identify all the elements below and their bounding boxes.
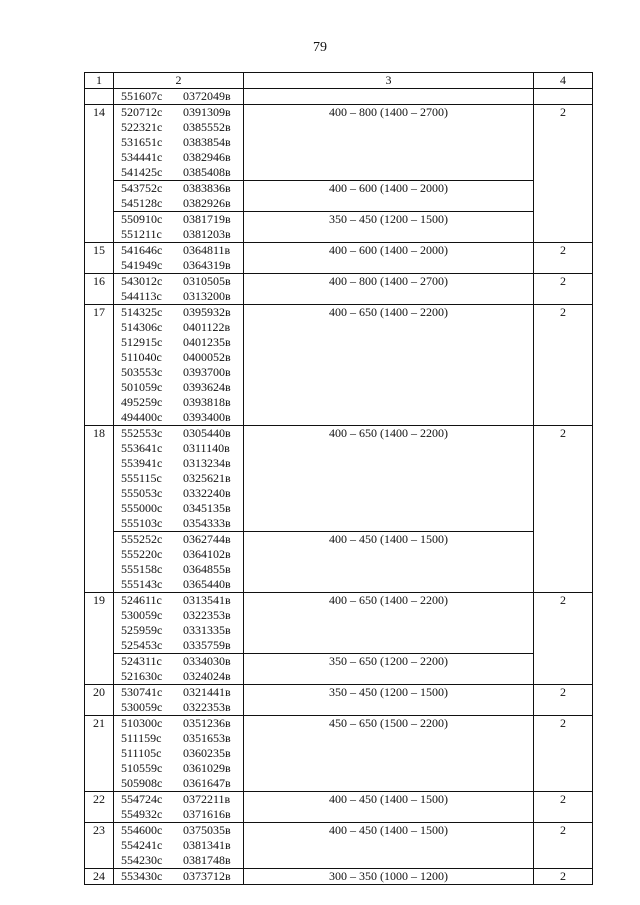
row-number-cell: 20 [85, 685, 114, 716]
table-row [85, 716, 593, 792]
coordinate-line [121, 516, 243, 531]
coordinates-cell [114, 426, 244, 532]
latitude-value: 510300с [121, 716, 163, 730]
coordinate-line [121, 441, 243, 456]
coordinates-cell [114, 274, 244, 305]
latitude-value: 530741с [121, 685, 163, 699]
latitude-value: 530059с [121, 700, 163, 714]
longitude-value: 0351236в [183, 716, 231, 730]
longitude-value: 0400052в [183, 350, 231, 364]
latitude-value: 543752с [121, 181, 163, 195]
coordinate-line [121, 350, 243, 365]
latitude-value: 510559с [121, 761, 163, 775]
row-number-cell: 23 [85, 823, 114, 869]
coordinate-line [121, 89, 243, 104]
table-row [85, 105, 593, 181]
coordinates-cell [114, 181, 244, 212]
longitude-value: 0321441в [183, 685, 231, 699]
latitude-value: 543012с [121, 274, 163, 288]
coordinate-line [121, 335, 243, 350]
latitude-value: 554724с [121, 792, 163, 806]
longitude-value: 0310505в [183, 274, 231, 288]
coordinate-line [121, 486, 243, 501]
altitude-range-cell: 400 – 650 (1400 – 2200) [244, 305, 534, 426]
coordinates-cell [114, 792, 244, 823]
latitude-value: 551211с [121, 227, 162, 241]
category-cell: 2 [534, 716, 593, 792]
coordinate-line [121, 227, 243, 242]
longitude-value: 0322353в [183, 608, 231, 622]
row-number-cell: 15 [85, 243, 114, 274]
coordinate-line [121, 608, 243, 623]
longitude-value: 0393700в [183, 365, 231, 379]
coordinate-line [121, 823, 243, 838]
altitude-range-cell: 400 – 800 (1400 – 2700) [244, 105, 534, 181]
longitude-value: 0324024в [183, 669, 231, 683]
latitude-value: 521630с [121, 669, 163, 683]
category-cell: 2 [534, 593, 593, 685]
coordinates-cell [114, 532, 244, 593]
latitude-value: 524611с [121, 593, 162, 607]
table-row [85, 823, 593, 869]
latitude-value: 553941с [121, 456, 163, 470]
latitude-value: 554241с [121, 838, 163, 852]
row-number-cell [85, 89, 114, 105]
latitude-value: 555053с [121, 486, 163, 500]
latitude-value: 552553с [121, 426, 163, 440]
coordinate-line [121, 181, 243, 196]
longitude-value: 0401235в [183, 335, 231, 349]
category-cell: 2 [534, 869, 593, 885]
coordinate-line [121, 243, 243, 258]
altitude-range-cell: 450 – 650 (1500 – 2200) [244, 716, 534, 792]
coordinates-cell [114, 654, 244, 685]
longitude-value: 0385408в [183, 165, 231, 179]
coordinates-cell [114, 305, 244, 426]
altitude-range-cell: 400 – 800 (1400 – 2700) [244, 274, 534, 305]
altitude-range-cell: 400 – 450 (1400 – 1500) [244, 532, 534, 593]
longitude-value: 0351653в [183, 731, 231, 745]
longitude-value: 0372049в [183, 89, 231, 103]
longitude-value: 0385552в [183, 120, 231, 134]
latitude-value: 525959с [121, 623, 163, 637]
latitude-value: 494400с [121, 410, 163, 424]
latitude-value: 555158с [121, 562, 163, 576]
coordinates-cell [114, 105, 244, 181]
row-number-cell: 17 [85, 305, 114, 426]
longitude-value: 0383836в [183, 181, 231, 195]
latitude-value: 501059с [121, 380, 163, 394]
coordinate-line [121, 212, 243, 227]
coordinate-line [121, 196, 243, 211]
coordinate-line [121, 838, 243, 853]
latitude-value: 530059с [121, 608, 163, 622]
altitude-range-cell [244, 89, 534, 105]
longitude-value: 0375035в [183, 823, 231, 837]
coordinate-line [121, 577, 243, 592]
row-number-cell: 18 [85, 426, 114, 593]
coordinates-cell [114, 716, 244, 792]
coordinate-line [121, 716, 243, 731]
latitude-value: 541646с [121, 243, 163, 257]
longitude-value: 0383854в [183, 135, 231, 149]
coordinates-table [84, 72, 593, 885]
coordinate-line [121, 365, 243, 380]
row-number-cell: 14 [85, 105, 114, 243]
latitude-value: 541425с [121, 165, 163, 179]
coordinate-line [121, 426, 243, 441]
longitude-value: 0381748в [183, 853, 231, 867]
longitude-value: 0373712в [183, 869, 231, 883]
table-row [85, 792, 593, 823]
longitude-value: 0345135в [183, 501, 231, 515]
table-row [85, 654, 593, 685]
longitude-value: 0322353в [183, 700, 231, 714]
longitude-value: 0401122в [183, 320, 231, 334]
coordinate-line [121, 685, 243, 700]
latitude-value: 531651с [121, 135, 163, 149]
longitude-value: 0313234в [183, 456, 231, 470]
row-number-cell: 16 [85, 274, 114, 305]
longitude-value: 0360235в [183, 746, 231, 760]
category-cell: 2 [534, 426, 593, 593]
latitude-value: 555220с [121, 547, 163, 561]
row-number-cell: 24 [85, 869, 114, 885]
category-cell: 2 [534, 792, 593, 823]
altitude-range-cell: 350 – 450 (1200 – 1500) [244, 685, 534, 716]
latitude-value: 520712с [121, 105, 163, 119]
latitude-value: 545128с [121, 196, 163, 210]
longitude-value: 0354333в [183, 516, 231, 530]
coordinate-line [121, 638, 243, 653]
latitude-value: 554932с [121, 807, 163, 821]
longitude-value: 0313541в [183, 593, 231, 607]
longitude-value: 0391309в [183, 105, 231, 119]
altitude-range-cell: 400 – 600 (1400 – 2000) [244, 181, 534, 212]
longitude-value: 0332240в [183, 486, 231, 500]
coordinate-line [121, 623, 243, 638]
latitude-value: 554600с [121, 823, 163, 837]
coordinate-line [121, 120, 243, 135]
coordinates-cell [114, 212, 244, 243]
coordinate-line [121, 532, 243, 547]
longitude-value: 0381341в [183, 838, 231, 852]
longitude-value: 0335759в [183, 638, 231, 652]
coordinate-line [121, 305, 243, 320]
coordinate-line [121, 853, 243, 868]
coordinates-cell [114, 685, 244, 716]
coordinates-cell [114, 89, 244, 105]
column-header-4: 4 [534, 73, 593, 89]
category-cell: 2 [534, 274, 593, 305]
latitude-value: 541949с [121, 258, 163, 272]
coordinate-line [121, 501, 243, 516]
longitude-value: 0361647в [183, 776, 231, 790]
longitude-value: 0311140в [183, 441, 230, 455]
latitude-value: 555103с [121, 516, 163, 530]
coordinate-line [121, 274, 243, 289]
altitude-range-cell: 400 – 600 (1400 – 2000) [244, 243, 534, 274]
latitude-value: 511040с [121, 350, 162, 364]
category-cell [534, 89, 593, 105]
latitude-value: 503553с [121, 365, 163, 379]
longitude-value: 0382946в [183, 150, 231, 164]
coordinate-line [121, 792, 243, 807]
coordinate-line [121, 700, 243, 715]
coordinates-cell [114, 243, 244, 274]
coordinates-cell [114, 823, 244, 869]
latitude-value: 525453с [121, 638, 163, 652]
longitude-value: 0382926в [183, 196, 231, 210]
coordinate-line [121, 731, 243, 746]
table-row [85, 243, 593, 274]
coordinate-line [121, 320, 243, 335]
category-cell: 2 [534, 105, 593, 243]
coordinate-line [121, 165, 243, 180]
longitude-value: 0305440в [183, 426, 231, 440]
category-cell: 2 [534, 685, 593, 716]
altitude-range-cell: 400 – 650 (1400 – 2200) [244, 593, 534, 654]
table-row [85, 212, 593, 243]
coordinate-line [121, 289, 243, 304]
row-number-cell: 19 [85, 593, 114, 685]
longitude-value: 0364855в [183, 562, 231, 576]
latitude-value: 505908с [121, 776, 163, 790]
coordinates-cell [114, 869, 244, 885]
coordinate-line [121, 654, 243, 669]
latitude-value: 555143с [121, 577, 163, 591]
coordinate-line [121, 761, 243, 776]
latitude-value: 511159с [121, 731, 162, 745]
table-row [85, 685, 593, 716]
longitude-value: 0331335в [183, 623, 231, 637]
longitude-value: 0364811в [183, 243, 231, 257]
coordinate-line [121, 746, 243, 761]
category-cell: 2 [534, 305, 593, 426]
coordinates-cell [114, 593, 244, 654]
latitude-value: 514325с [121, 305, 163, 319]
latitude-value: 522321с [121, 120, 163, 134]
coordinate-line [121, 258, 243, 273]
longitude-value: 0313200в [183, 289, 231, 303]
latitude-value: 511105с [121, 746, 162, 760]
longitude-value: 0365440в [183, 577, 231, 591]
coordinate-line [121, 410, 243, 425]
latitude-value: 554230с [121, 853, 163, 867]
table-row [85, 181, 593, 212]
latitude-value: 524311с [121, 654, 162, 668]
longitude-value: 0362744в [183, 532, 231, 546]
coordinate-line [121, 150, 243, 165]
table-row [85, 869, 593, 885]
column-header-2: 2 [114, 73, 244, 89]
coordinate-line [121, 869, 243, 884]
longitude-value: 0393818в [183, 395, 231, 409]
latitude-value: 555115с [121, 471, 162, 485]
coordinate-line [121, 471, 243, 486]
column-header-1: 1 [85, 73, 114, 89]
coordinate-line [121, 776, 243, 791]
coordinate-line [121, 105, 243, 120]
longitude-value: 0372211в [183, 792, 231, 806]
latitude-value: 553430с [121, 869, 163, 883]
altitude-range-cell: 300 – 350 (1000 – 1200) [244, 869, 534, 885]
table-row [85, 89, 593, 105]
latitude-value: 550910с [121, 212, 163, 226]
longitude-value: 0381719в [183, 212, 231, 226]
altitude-range-cell: 400 – 450 (1400 – 1500) [244, 823, 534, 869]
longitude-value: 0393400в [183, 410, 231, 424]
coordinate-line [121, 593, 243, 608]
longitude-value: 0361029в [183, 761, 231, 775]
coordinate-line [121, 669, 243, 684]
longitude-value: 0364319в [183, 258, 231, 272]
longitude-value: 0371616в [183, 807, 231, 821]
latitude-value: 514306с [121, 320, 163, 334]
coordinate-line [121, 380, 243, 395]
longitude-value: 0381203в [183, 227, 231, 241]
longitude-value: 0334030в [183, 654, 231, 668]
coordinate-line [121, 547, 243, 562]
coordinate-line [121, 807, 243, 822]
coordinate-line [121, 456, 243, 471]
altitude-range-cell: 350 – 650 (1200 – 2200) [244, 654, 534, 685]
latitude-value: 551607с [121, 89, 163, 103]
category-cell: 2 [534, 243, 593, 274]
column-header-3: 3 [244, 73, 534, 89]
altitude-range-cell: 400 – 650 (1400 – 2200) [244, 426, 534, 532]
longitude-value: 0393624в [183, 380, 231, 394]
latitude-value: 555000с [121, 501, 163, 515]
latitude-value: 553641с [121, 441, 163, 455]
longitude-value: 0364102в [183, 547, 231, 561]
table-header-row [85, 73, 593, 89]
page-number: 79 [313, 40, 327, 55]
row-number-cell: 21 [85, 716, 114, 792]
latitude-value: 534441с [121, 150, 163, 164]
latitude-value: 512915с [121, 335, 163, 349]
table-row [85, 426, 593, 532]
latitude-value: 495259с [121, 395, 163, 409]
altitude-range-cell: 350 – 450 (1200 – 1500) [244, 212, 534, 243]
coordinate-line [121, 395, 243, 410]
latitude-value: 555252с [121, 532, 163, 546]
coordinate-line [121, 135, 243, 150]
longitude-value: 0325621в [183, 471, 231, 485]
table-row [85, 274, 593, 305]
table-body [85, 89, 593, 885]
table-row [85, 593, 593, 654]
altitude-range-cell: 400 – 450 (1400 – 1500) [244, 792, 534, 823]
longitude-value: 0395932в [183, 305, 231, 319]
row-number-cell: 22 [85, 792, 114, 823]
table-row [85, 305, 593, 426]
coordinate-line [121, 562, 243, 577]
category-cell: 2 [534, 823, 593, 869]
latitude-value: 544113с [121, 289, 162, 303]
table-row [85, 532, 593, 593]
